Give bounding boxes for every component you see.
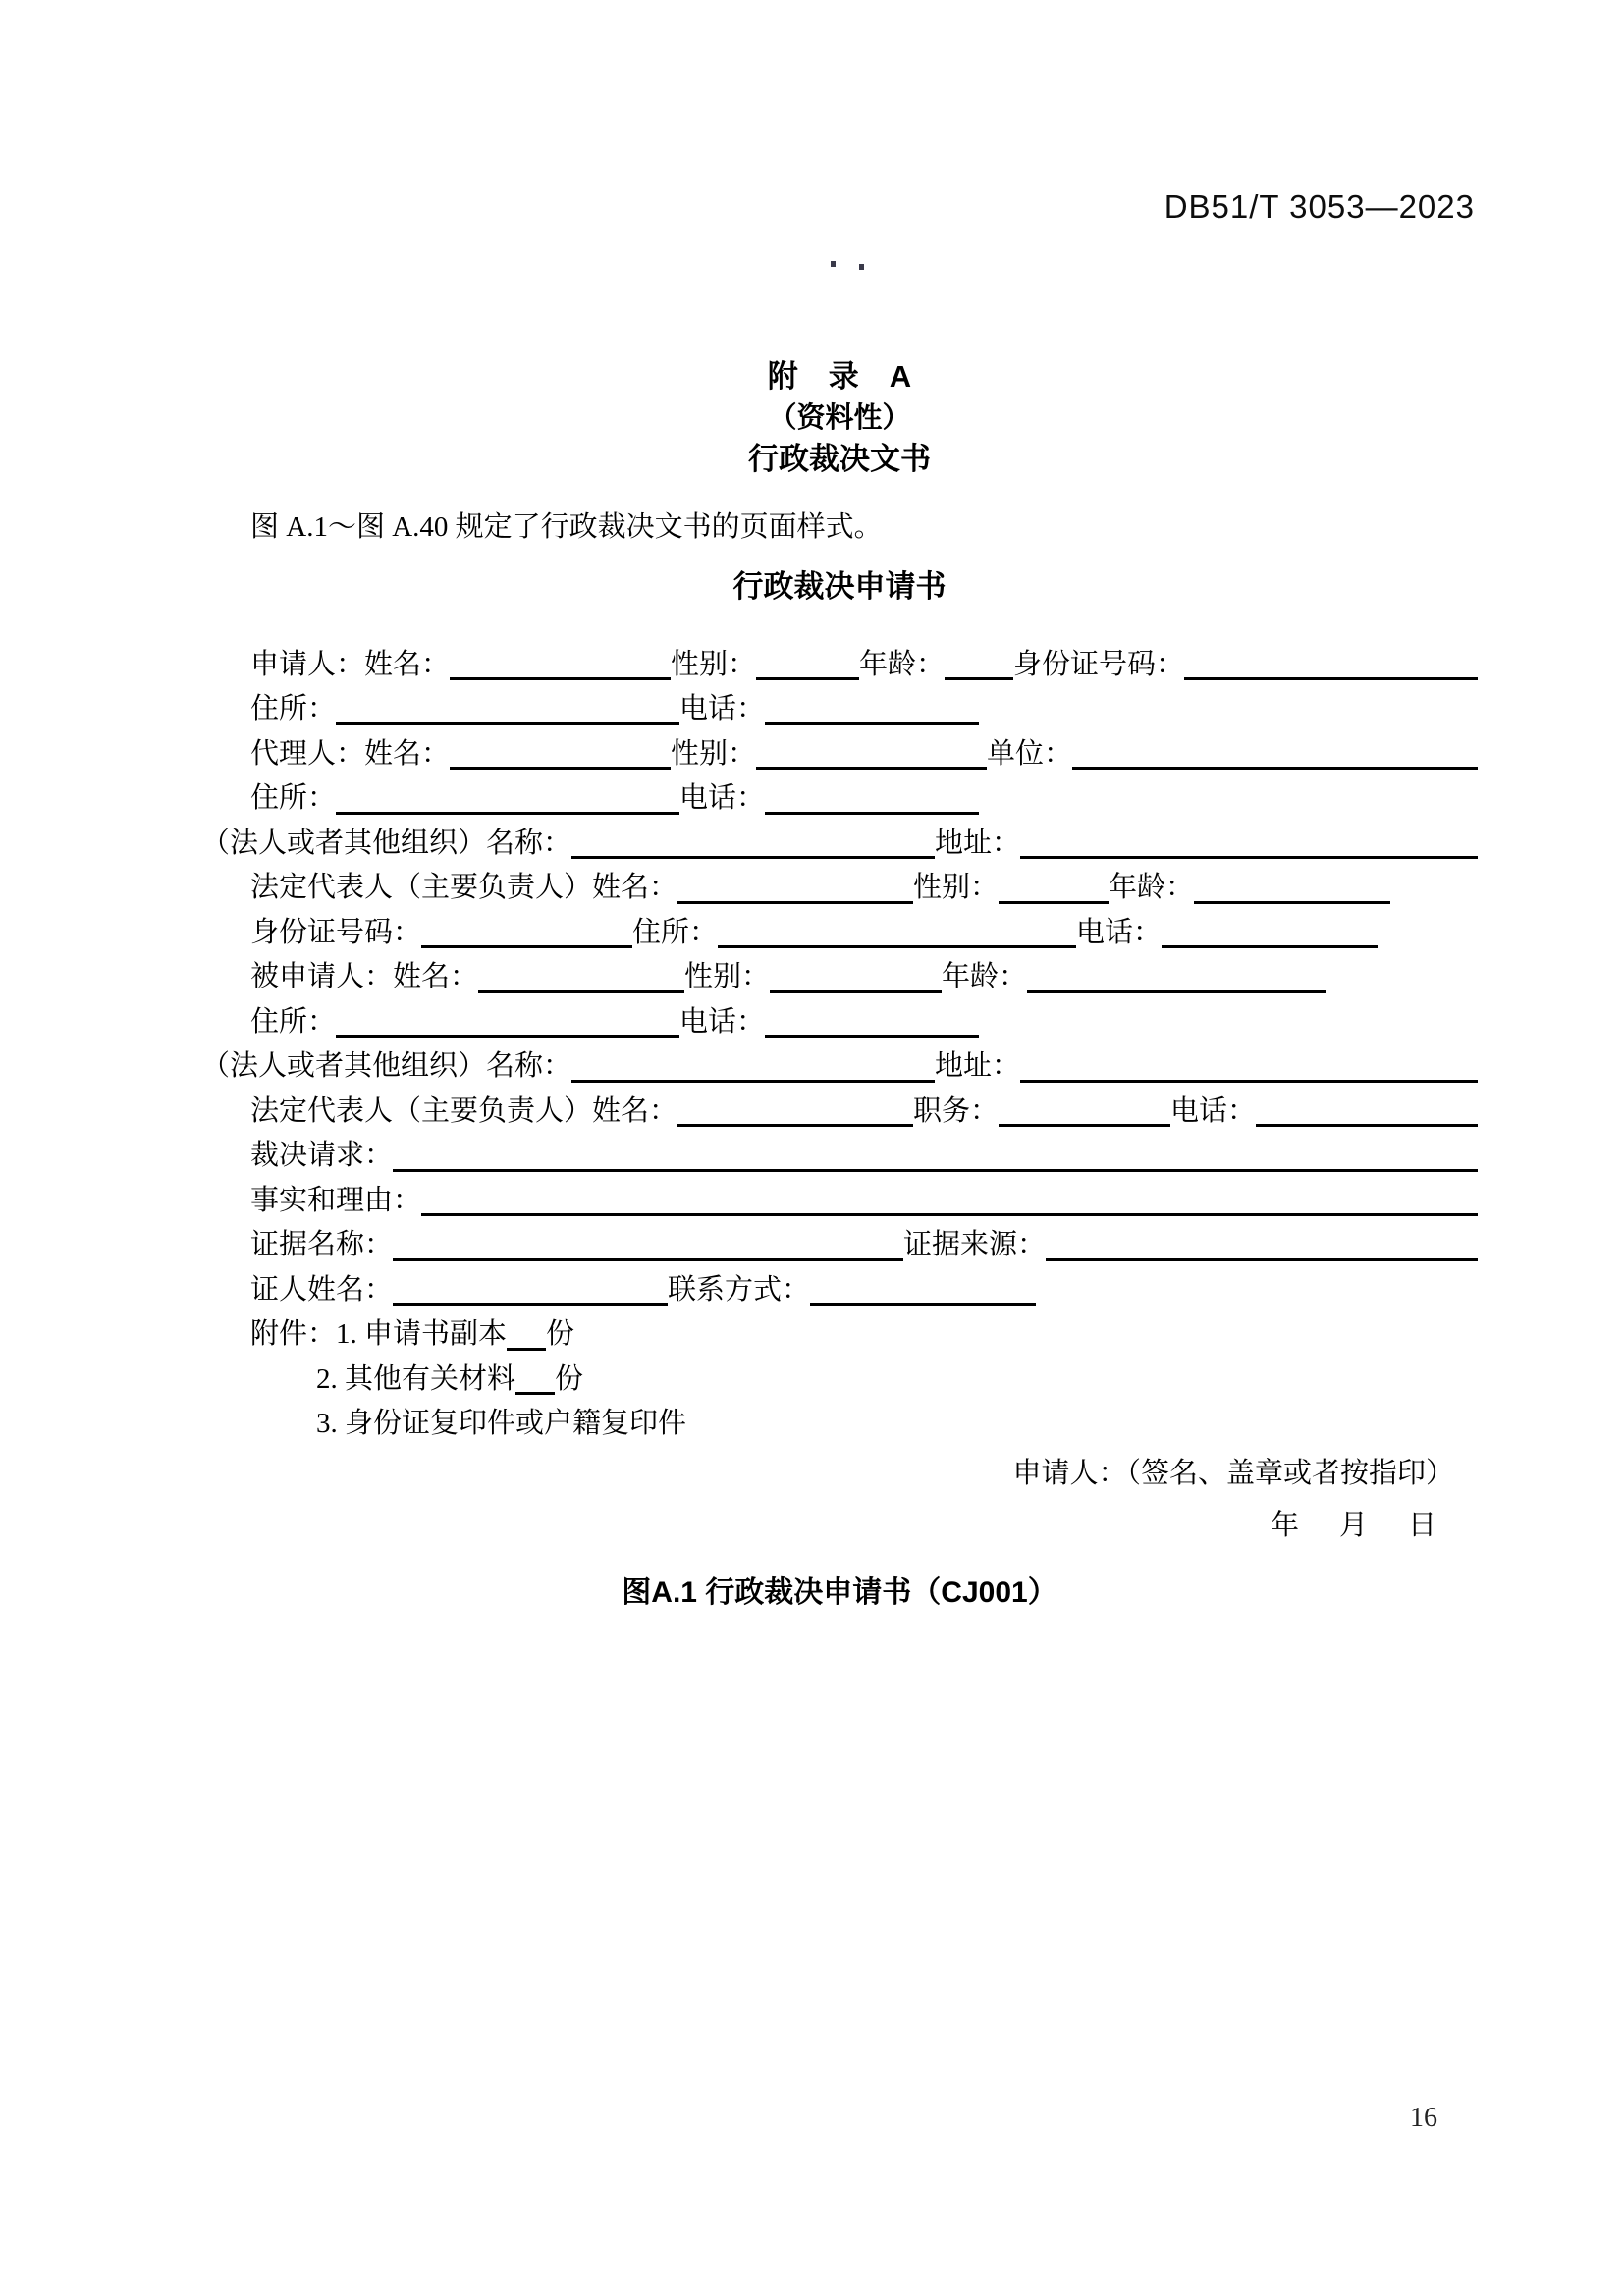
page-number: 16	[1410, 2103, 1437, 2133]
field-label: 联系方式：	[668, 1273, 811, 1306]
blank-underline	[1020, 1077, 1478, 1083]
blank-underline	[1020, 853, 1478, 859]
blank-underline	[421, 1210, 1478, 1216]
appendix-intro-paragraph: 图 A.1～图 A.40 规定了行政裁决文书的页面样式。	[250, 511, 883, 543]
field-label: 电话：	[679, 782, 766, 815]
field-label: 附件：1. 申请书副本	[250, 1318, 508, 1351]
field-label: 申请人：姓名：	[250, 649, 451, 680]
scan-artifact-dot	[831, 261, 836, 267]
field-label: 性别：	[684, 961, 771, 993]
blank-underline	[765, 1032, 979, 1038]
form-row	[201, 1006, 1478, 1038]
blank-underline	[393, 1300, 668, 1306]
field-label: 证据来源：	[903, 1229, 1047, 1261]
blank-underline	[571, 853, 935, 859]
field-label: 电话：	[1076, 916, 1163, 948]
field-label: 事实和理由：	[250, 1184, 422, 1216]
form-row	[201, 1095, 1478, 1127]
field-label: 住所：	[250, 693, 337, 725]
blank-underline	[1256, 1121, 1478, 1127]
blank-underline	[945, 674, 1013, 680]
form-row	[201, 693, 1478, 724]
field-label: 被申请人：姓名：	[250, 961, 479, 993]
blank-underline	[478, 988, 684, 993]
field-label: 性别：	[671, 737, 757, 770]
field-label: 法定代表人（主要负责人）姓名：	[250, 1095, 678, 1127]
form-row	[201, 1140, 1478, 1171]
blank-underline	[718, 942, 1076, 948]
field-label: 性别：	[671, 649, 757, 680]
blank-underline	[765, 809, 979, 815]
figure-caption: 图A.1 行政裁决申请书（CJ001）	[622, 1576, 1057, 1610]
date-line: 年 月 日	[1270, 1510, 1442, 1542]
applicant-signature-line: 申请人：（签名、盖章或者按指印）	[1012, 1458, 1454, 1490]
blank-underline	[1072, 764, 1478, 770]
field-label: 电话：	[1170, 1095, 1257, 1127]
blank-underline	[450, 764, 671, 770]
form-row	[201, 738, 1478, 770]
field-label: 年龄：	[859, 649, 946, 680]
blank-underline	[450, 674, 671, 680]
blank-underline	[515, 1389, 555, 1395]
blank-underline	[677, 1121, 913, 1127]
field-label: 裁决请求：	[250, 1140, 394, 1172]
field-label: 住所：	[250, 1005, 337, 1038]
form-row	[201, 1363, 1478, 1395]
form-row	[201, 917, 1478, 948]
blank-underline	[756, 674, 859, 680]
blank-underline	[1194, 898, 1390, 904]
blank-underline	[756, 764, 987, 770]
field-label: 3. 身份证复印件或户籍复印件	[316, 1407, 687, 1439]
form-row	[201, 1050, 1478, 1082]
field-label: 份	[555, 1362, 584, 1395]
blank-underline	[810, 1300, 1036, 1306]
field-label: 证人姓名：	[250, 1273, 394, 1306]
blank-underline	[765, 720, 979, 725]
blank-underline	[999, 898, 1109, 904]
appendix-type-note: （资料性）	[768, 402, 911, 434]
blank-underline	[571, 1077, 935, 1083]
form-row	[201, 1229, 1478, 1260]
blank-underline	[677, 898, 913, 904]
blank-underline	[336, 809, 679, 815]
blank-underline	[999, 1121, 1170, 1127]
blank-underline	[336, 720, 679, 725]
blank-underline	[393, 1255, 903, 1261]
form-row	[201, 961, 1478, 992]
blank-underline	[393, 1166, 1478, 1172]
field-label: 住所：	[250, 782, 337, 815]
standard-code-header: DB51/T 3053—2023	[1164, 188, 1475, 225]
field-label: 地址：	[935, 827, 1021, 859]
scan-artifact-dot	[859, 264, 864, 270]
blank-underline	[421, 942, 632, 948]
form-row	[201, 872, 1478, 903]
form-row	[201, 1318, 1478, 1350]
field-label: 年龄：	[1109, 872, 1195, 904]
field-label: 身份证号码：	[250, 916, 422, 948]
blank-underline	[1184, 674, 1478, 680]
form-title: 行政裁决申请书	[732, 569, 947, 604]
field-label: 电话：	[679, 1005, 766, 1038]
field-label: 代理人：姓名：	[250, 737, 451, 770]
form-row	[201, 1274, 1478, 1306]
field-label: 法定代表人（主要负责人）姓名：	[250, 872, 678, 904]
field-label: 2. 其他有关材料	[316, 1362, 516, 1395]
field-label: 单位：	[987, 737, 1073, 770]
appendix-subject-heading: 行政裁决文书	[748, 442, 931, 476]
field-label: 证据名称：	[250, 1229, 394, 1261]
field-label: 职务：	[913, 1095, 1000, 1127]
form-row	[201, 1408, 1478, 1439]
field-label: （法人或者其他组织）名称：	[201, 827, 572, 859]
field-label: 身份证号码：	[1013, 649, 1185, 680]
application-form-body	[201, 649, 1478, 1439]
field-label: （法人或者其他组织）名称：	[201, 1050, 572, 1083]
field-label: 年龄：	[942, 961, 1028, 993]
appendix-title: 附 录 A	[767, 359, 912, 394]
form-row	[201, 828, 1478, 859]
field-label: 电话：	[679, 693, 766, 725]
field-label: 份	[546, 1318, 575, 1351]
page-content	[0, 356, 1624, 1614]
form-row	[201, 782, 1478, 814]
blank-underline	[1027, 988, 1326, 993]
form-row	[201, 649, 1478, 680]
field-label: 住所：	[632, 916, 719, 948]
blank-underline	[336, 1032, 679, 1038]
blank-underline	[1162, 942, 1378, 948]
form-row	[201, 1185, 1478, 1216]
blank-underline	[770, 988, 942, 993]
field-label: 性别：	[913, 872, 1000, 904]
blank-underline	[1046, 1255, 1478, 1261]
field-label: 地址：	[935, 1050, 1021, 1083]
blank-underline	[507, 1345, 546, 1351]
